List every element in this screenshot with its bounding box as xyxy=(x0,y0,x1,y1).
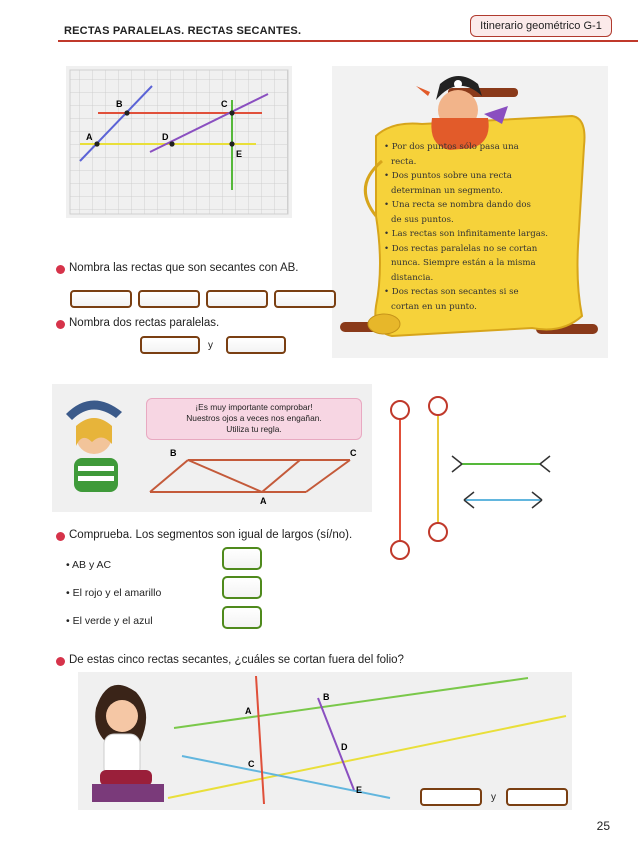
answer-box-q4-2[interactable] xyxy=(506,788,568,806)
callout-line: Nuestros ojos a veces nos engañan. xyxy=(186,413,322,423)
item-red-yellow: • El rojo y el amarillo xyxy=(66,587,162,599)
question-parallel: Nombra dos rectas paralelas. xyxy=(69,317,220,329)
label-e: E xyxy=(236,149,243,159)
rule-line: recta. xyxy=(391,156,417,167)
connector-y: y xyxy=(491,792,496,803)
bullet-q4 xyxy=(56,657,65,666)
rule-line: • Dos rectas son secantes si se xyxy=(384,287,519,297)
purple-line xyxy=(318,698,354,790)
question-check-segments: Comprueba. Los segmentos son igual de largos (sí/no). xyxy=(69,529,353,541)
label-c: C xyxy=(248,759,255,769)
red-line xyxy=(256,676,264,804)
answer-box-green-blue[interactable] xyxy=(222,606,262,629)
rule-line: de sus puntos. xyxy=(391,214,454,225)
bullet-q1 xyxy=(56,265,65,274)
rule-line: • Por dos puntos sólo pasa una xyxy=(384,142,519,152)
answer-box-q4-1[interactable] xyxy=(420,788,482,806)
secant-lines-panel xyxy=(78,672,572,810)
label-a: A xyxy=(245,706,252,716)
callout-line: Utiliza tu regla. xyxy=(226,424,282,434)
callout-line: ¡Es muy importante comprobar! xyxy=(195,402,313,412)
secant-lines-figure xyxy=(78,672,572,810)
grid-figure xyxy=(66,66,292,218)
label-d: D xyxy=(341,742,348,752)
answer-box-q1-3[interactable] xyxy=(206,290,268,308)
page-number: 25 xyxy=(596,819,610,833)
rule-line: • Las rectas son infinitamente largas. xyxy=(384,229,549,239)
label-b: B xyxy=(116,99,123,109)
point-d xyxy=(169,141,174,146)
page-title: RECTAS PARALELAS. RECTAS SECANTES. xyxy=(64,25,302,37)
point-a xyxy=(94,141,99,146)
green-line xyxy=(174,678,528,728)
item-ab-ac: • AB y AC xyxy=(66,559,112,571)
segments-panel xyxy=(380,384,608,564)
point-e xyxy=(229,141,234,146)
itinerary-badge: Itinerario geométrico G-1 xyxy=(470,15,612,37)
connector-y: y xyxy=(208,340,213,351)
label-a: A xyxy=(260,496,267,506)
rule-line: nunca. Siempre están a la misma xyxy=(391,258,536,268)
label-e: E xyxy=(356,785,363,795)
answer-box-red-yellow[interactable] xyxy=(222,576,262,599)
answer-box-q1-4[interactable] xyxy=(274,290,336,308)
label-c: C xyxy=(221,99,228,109)
answer-box-q1-1[interactable] xyxy=(70,290,132,308)
question-secant-ab: Nombra las rectas que son secantes con AB. xyxy=(69,262,299,274)
question-lines-outside: De estas cinco rectas secantes, ¿cuáles se cortan fuera del folio? xyxy=(69,654,404,666)
point-b xyxy=(124,110,129,115)
rule-line: • Dos rectas paralelas no se cortan xyxy=(384,243,538,254)
segments-figure xyxy=(380,384,608,564)
label-d: D xyxy=(162,132,169,142)
item-green-blue: • El verde y el azul xyxy=(66,615,153,627)
label-c: C xyxy=(350,448,357,458)
answer-box-q2-1[interactable] xyxy=(140,336,200,354)
answer-box-q1-2[interactable] xyxy=(138,290,200,308)
speech-bubble xyxy=(146,398,362,440)
rule-line: distancia. xyxy=(391,272,434,283)
girl-head xyxy=(106,700,138,732)
label-a: A xyxy=(86,132,93,142)
rule-line: cortan en un punto. xyxy=(391,301,477,312)
yellow-line xyxy=(168,716,566,798)
rule-line: • Dos puntos sobre una recta xyxy=(384,171,512,181)
bullet-q3 xyxy=(56,532,65,541)
parallelogram-lines xyxy=(150,460,350,492)
rule-line: determinan un segmento. xyxy=(391,185,503,196)
label-b: B xyxy=(170,448,177,458)
answer-box-q2-2[interactable] xyxy=(226,336,286,354)
answer-box-ab-ac[interactable] xyxy=(222,547,262,570)
point-c xyxy=(229,110,234,115)
grid-figure-panel xyxy=(66,66,292,218)
rule-line: • Una recta se nombra dando dos xyxy=(384,200,531,210)
boy-hat xyxy=(66,400,122,420)
header-rule xyxy=(58,40,638,42)
rules-list xyxy=(384,140,564,314)
label-b: B xyxy=(323,692,330,702)
bullet-q2 xyxy=(56,320,65,329)
